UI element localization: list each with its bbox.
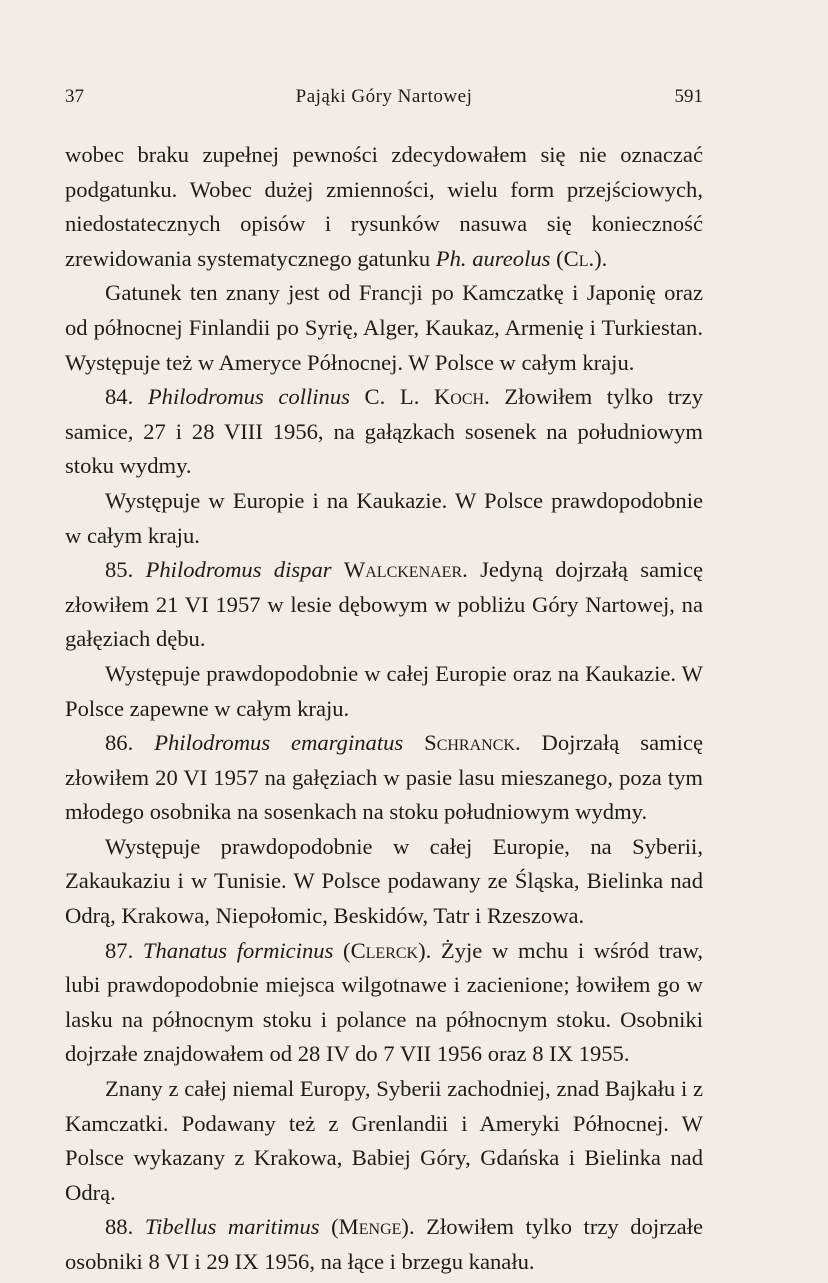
text-run: (	[550, 245, 564, 271]
species-name: Ph. aureolus	[435, 245, 551, 271]
species-name: Tibellus maritimus	[144, 1214, 320, 1240]
text-run: . Dojrzałą samicę złowiłem 20 VI 1957 na gałęziach w pasie lasu mieszanego, poza tym młodego osobnika na sosenkach na stoku południowym wydmy.	[65, 730, 704, 825]
species-name: Philodromus emarginatus	[154, 730, 404, 756]
text-run: . Złowiłem tylko trzy samice, 27 i 28 VIII 1956, na gałązkach sosenek na południowym stoku wydmy.	[65, 384, 703, 479]
text-run: Występuje prawdopodobnie w całej Europie oraz na Kaukazie. W Polsce zapewne w całym kraju.	[65, 660, 703, 721]
text-run: (	[319, 1214, 339, 1240]
text-run: . Jedyną dojrzałą samicę złowiłem 21 VI 1957 w lesie dębowym w pobliżu Góry Nartowej, na gałęziach dębu.	[65, 557, 704, 652]
paragraph	[65, 1210, 703, 1279]
text-run: (	[333, 937, 351, 963]
running-title: Pająki Góry Nartowej	[295, 86, 473, 107]
page-number-right: 591	[674, 86, 703, 107]
page-number-left: 37	[65, 86, 84, 107]
author-name: Koch	[433, 384, 485, 410]
species-name: Thanatus formicinus	[142, 937, 334, 963]
journal-page	[65, 86, 703, 1280]
paragraph	[65, 380, 703, 484]
page-header	[65, 86, 703, 114]
author-name: Clerck	[350, 937, 419, 963]
text-run: 84.	[105, 384, 148, 410]
text-run: Gatunek ten znany jest od Francji po Kamczatkę i Japonię oraz od północnej Finlandii po Syrię, Alger, Kaukaz, Armenię i Turkiestan. Występuje też w Ameryce Północnej. W Polsce w całym kraju.	[65, 280, 703, 375]
author-name: Walckenaer	[343, 557, 463, 583]
text-run: 86.	[105, 730, 155, 756]
paragraph	[65, 276, 703, 380]
text-run: Występuje prawdopodobnie w całej Europie, na Syberii, Zakaukaziu i w Tunisie. W Polsce podawany ze Śląska, Bielinka nad Odrą, Krakowa, Niepołomic, Beskidów, Tatr i Rzeszowa.	[65, 833, 703, 929]
text-run: wobec braku zupełnej pewności zdecydowałem się nie oznaczać podgatunku. Wobec dużej zmienności, wielu form przejściowych, niedostatecznych opisów i rysunków nasuwa się konieczność zrewidowania systematycznego gatunku	[65, 142, 703, 271]
text-run	[332, 557, 344, 582]
species-name: Philodromus collinus	[147, 384, 350, 410]
author-name: Menge	[338, 1214, 402, 1240]
paragraph	[65, 726, 703, 830]
paragraph	[65, 138, 703, 276]
text-run: Występuje w Europie i na Kaukazie. W Polsce prawdopodobnie w całym kraju.	[65, 487, 703, 548]
paragraph	[65, 830, 703, 934]
author-name: Schranck	[424, 730, 515, 756]
text-run: ). Żyje w mchu i wśród traw, lubi prawdopodobnie miejsca wilgotnawe i zacienione; łowiłem go w lasku na północnym stoku i polance na północnym stoku. Osobniki dojrzałe znajdowałem od 28 IV do 7 VII 1956 oraz 8 IX 1955.	[65, 937, 704, 1067]
text-run: ). Złowiłem tylko trzy dojrzałe osobniki 8 VI i 29 IX 1956, na łące i brzegu kanału.	[65, 1214, 703, 1274]
text-run: 85.	[105, 557, 146, 583]
paragraph	[65, 484, 703, 553]
author-name: Cl.	[563, 245, 595, 271]
paragraph	[65, 657, 703, 726]
text-run: 88.	[105, 1214, 145, 1240]
paragraph	[65, 1072, 703, 1210]
paragraph	[65, 553, 703, 657]
text-run: ).	[594, 245, 608, 271]
paragraph	[65, 934, 703, 1072]
text-run: C. L.	[349, 384, 434, 410]
article-body	[65, 138, 703, 1280]
species-name: Philodromus dispar	[145, 557, 332, 583]
text-run	[403, 730, 424, 755]
text-run: Znany z całej niemal Europy, Syberii zachodniej, znad Bajkału i z Kamczatki. Podawany też z Grenlandii i Ameryki Północnej. W Polsce wykazany z Krakowa, Babiej Góry, Gdańska i Bielinka nad Odrą.	[65, 1076, 703, 1205]
text-run: 87.	[105, 937, 143, 963]
